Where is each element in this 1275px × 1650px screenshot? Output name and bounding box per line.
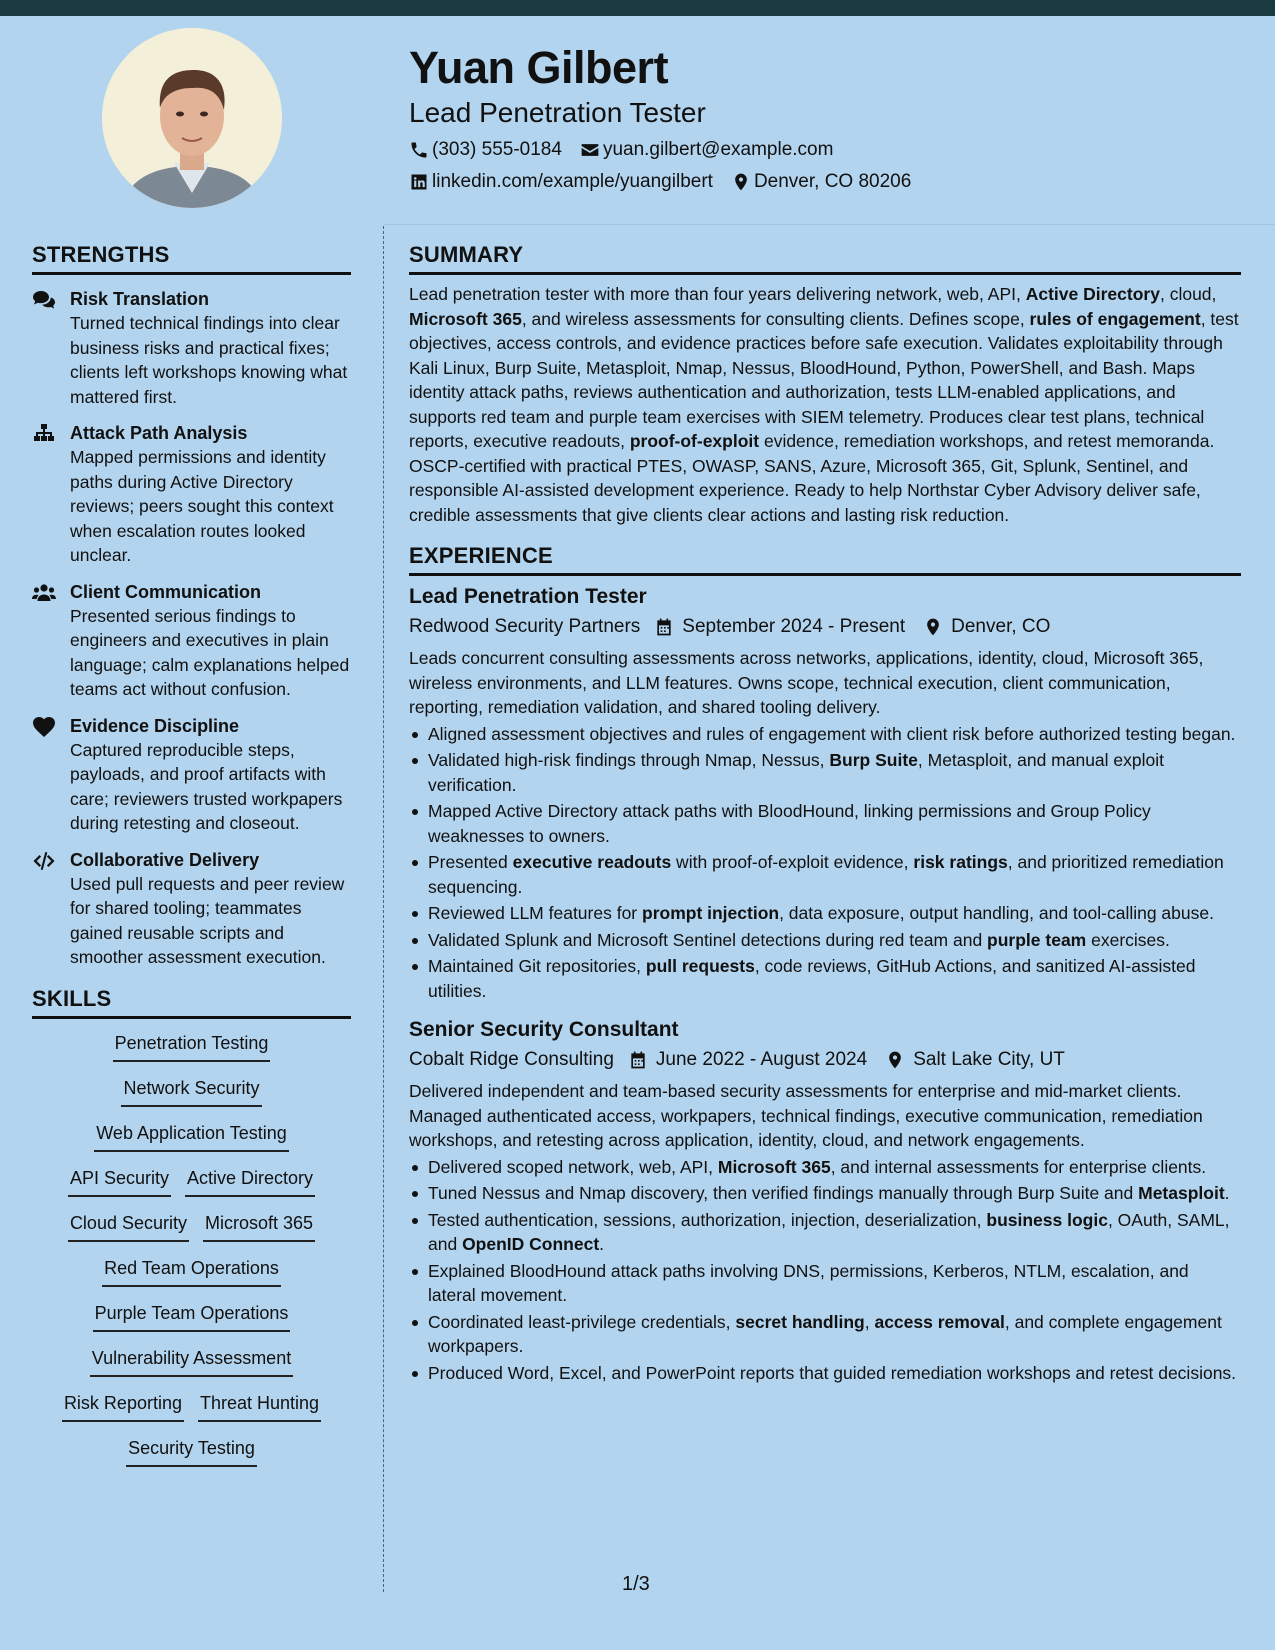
linkedin-contact[interactable] — [409, 170, 713, 194]
contact-row-2 — [409, 170, 1239, 194]
top-bar — [0, 0, 1275, 16]
bold-text: Microsoft 365 — [409, 308, 522, 329]
skill-row — [32, 1076, 351, 1107]
calendar-icon — [654, 617, 674, 637]
bullet-item: Tested authentication, sessions, authorization, injection, deserialization, business logic, OAuth, SAML, and OpenID Connect. — [409, 1208, 1241, 1257]
location-text: Denver, CO 80206 — [753, 171, 912, 192]
linkedin-text: linkedin.com/example/yuangilbert — [432, 171, 713, 192]
job-bullets — [409, 1155, 1241, 1386]
skill-tag: Web Application Testing — [94, 1121, 288, 1152]
skill-tag: Security Testing — [126, 1436, 257, 1467]
users-icon — [32, 580, 70, 702]
email-text: yuan.gilbert@example.com — [602, 139, 834, 160]
skill-row — [32, 1346, 351, 1377]
strengths-list — [32, 287, 351, 970]
bullet-item: Validated high-risk findings through Nmap, Nessus, Burp Suite, Metasploit, and manual exploit verification. — [409, 748, 1241, 797]
bold-text: pull requests — [645, 956, 755, 976]
heart-icon — [32, 714, 70, 836]
bullet-item: Mapped Active Directory attack paths with BloodHound, linking permissions and Group Policy weaknesses to owners. — [409, 799, 1241, 848]
experience-list — [409, 582, 1241, 1385]
right-column — [409, 240, 1241, 1387]
skill-tag: Risk Reporting — [62, 1391, 184, 1422]
profile-photo — [102, 28, 282, 208]
job-meta — [409, 1045, 1241, 1075]
job-title: Lead Penetration Tester — [409, 585, 647, 608]
map-pin-icon — [885, 1050, 905, 1070]
bold-text: prompt injection — [642, 903, 780, 923]
bullet-item: Reviewed LLM features for prompt injection, data exposure, output handling, and tool-calling abuse. — [409, 901, 1241, 926]
email-contact[interactable] — [580, 138, 834, 162]
strength-body — [70, 287, 351, 409]
bullet-item: Maintained Git repositories, pull requests, code reviews, GitHub Actions, and sanitized AI-assisted utilities. — [409, 954, 1241, 1003]
strength-item — [32, 421, 351, 568]
company-name: Cobalt Ridge Consulting — [409, 1049, 614, 1070]
linkedin-icon — [409, 172, 429, 192]
header-divider — [384, 224, 1275, 225]
strength-item — [32, 580, 351, 702]
summary-heading: SUMMARY — [409, 240, 1241, 275]
job-meta — [409, 612, 1241, 642]
bold-text: rules of engagement — [1029, 308, 1201, 329]
strength-description: Turned technical findings into clear business risks and practical fixes; clients left workshops knowing what mattered first. — [70, 313, 348, 407]
bold-text: risk ratings — [913, 852, 1008, 872]
resume-header — [409, 40, 1239, 194]
skill-tag: API Security — [68, 1166, 171, 1197]
job-location: Salt Lake City, UT — [913, 1049, 1065, 1070]
strength-item — [32, 714, 351, 836]
bold-text: business logic — [986, 1209, 1108, 1230]
calendar-icon — [628, 1050, 648, 1070]
strength-body — [70, 421, 351, 568]
strength-title: Client Communication — [70, 581, 262, 602]
summary-text: Lead penetration tester with more than four years delivering network, web, API, Active Directory, cloud, Microsoft 365, and wireless assessments for consulting clients. Defines scope, rules of engagement, test objectives, access controls, and evidence practices before safe execution. Validates exploitability through Kali Linux, Burp Suite, Metasploit, Nmap, Nessus, BloodHound, Python, PowerShell, and Bash. Maps identity attack paths, reviews authentication and authorization, tests LLM-enabled applications, and supports red team and purple team exercises with SIEM telemetry. Produces clear test plans, technical reports, executive readouts, proof-of-exploit evidence, remediation workshops, and retest memoranda. OSCP-certified with practical PTES, OWASP, SANS, Azure, Microsoft 365, Git, Splunk, Sentinel, and responsible AI-assisted development experience. Ready to help Northstar Cyber Advisory deliver safe, credible assessments that give clients clear actions and lasting risk reduction. — [409, 284, 1239, 525]
bold-text: OpenID Connect — [462, 1234, 600, 1254]
skills-list — [32, 1031, 351, 1467]
strength-item — [32, 287, 351, 409]
location-contact — [731, 170, 911, 194]
strength-body — [70, 714, 351, 836]
job-title: Senior Security Consultant — [409, 1018, 679, 1041]
phone-icon — [409, 140, 429, 160]
skill-tag: Purple Team Operations — [93, 1301, 291, 1332]
candidate-title: Lead Penetration Tester — [409, 97, 706, 128]
skill-row — [32, 1301, 351, 1332]
bullet-item: Explained BloodHound attack paths involving DNS, permissions, Kerberos, NTLM, escalation, and lateral movement. — [409, 1259, 1241, 1308]
skill-row — [32, 1256, 351, 1287]
skill-row — [32, 1211, 351, 1242]
map-pin-icon — [923, 617, 943, 637]
bullet-item: Presented executive readouts with proof-of-exploit evidence, risk ratings, and prioritized remediation sequencing. — [409, 850, 1241, 899]
skill-tag: Active Directory — [185, 1166, 315, 1197]
bold-text: access removal — [874, 1311, 1005, 1332]
strength-item — [32, 848, 351, 970]
bullet-item: Delivered scoped network, web, API, Microsoft 365, and internal assessments for enterprise clients. — [409, 1155, 1241, 1180]
bullet-item: Produced Word, Excel, and PowerPoint reports that guided remediation workshops and retest decisions. — [409, 1361, 1241, 1386]
bullet-item: Aligned assessment objectives and rules of engagement with client risk before authorized testing began. — [409, 722, 1241, 747]
skill-row — [32, 1121, 351, 1152]
strength-body — [70, 848, 351, 970]
skill-tag: Red Team Operations — [102, 1256, 281, 1287]
skill-tag: Penetration Testing — [113, 1031, 271, 1062]
bold-text: executive readouts — [512, 852, 672, 872]
strength-description: Captured reproducible steps, payloads, and proof artifacts with care; reviewers trusted workpapers during retesting and closeout. — [70, 739, 343, 833]
code-icon — [32, 848, 70, 970]
page-number: 1/3 — [622, 1573, 650, 1595]
skill-tag: Network Security — [121, 1076, 261, 1107]
sitemap-icon — [32, 421, 70, 568]
strength-title: Evidence Discipline — [70, 715, 240, 736]
job-entry — [409, 582, 1241, 1003]
bold-text: purple team — [987, 929, 1087, 950]
skill-tag: Vulnerability Assessment — [90, 1346, 293, 1377]
job-location: Denver, CO — [951, 616, 1051, 637]
skills-heading: SKILLS — [32, 984, 351, 1019]
left-column — [32, 240, 351, 1481]
strength-description: Presented serious findings to engineers and executives in plain language; calm explanations helped teams act without confusion. — [70, 605, 350, 699]
strength-title: Collaborative Delivery — [70, 849, 260, 870]
strengths-heading: STRENGTHS — [32, 240, 351, 275]
skill-row — [32, 1436, 351, 1467]
bold-text: proof-of-exploit — [629, 431, 760, 451]
strength-description: Mapped permissions and identity paths during Active Directory reviews; peers sought this context when escalation routes looked unclear. — [70, 447, 334, 565]
skill-row — [32, 1031, 351, 1062]
job-dates: June 2022 - August 2024 — [655, 1049, 868, 1070]
bold-text: secret handling — [735, 1311, 865, 1332]
company-name: Redwood Security Partners — [409, 616, 641, 637]
strength-title: Risk Translation — [70, 289, 210, 309]
map-pin-icon — [731, 172, 751, 192]
comments-icon — [32, 287, 70, 409]
bullet-item: Coordinated least-privilege credentials, secret handling, access removal, and complete engagement workpapers. — [409, 1310, 1241, 1359]
envelope-icon — [580, 140, 600, 160]
skill-tag: Cloud Security — [68, 1211, 189, 1242]
skill-tag: Microsoft 365 — [203, 1211, 315, 1242]
bold-text: Metasploit — [1138, 1183, 1225, 1203]
contact-row-1 — [409, 138, 1239, 162]
bold-text: Microsoft 365 — [717, 1156, 831, 1177]
strength-title: Attack Path Analysis — [70, 423, 248, 443]
experience-heading: EXPERIENCE — [409, 541, 1241, 576]
column-divider — [383, 226, 384, 1592]
bullet-item: Validated Splunk and Microsoft Sentinel detections during red team and purple team exercises. — [409, 928, 1241, 953]
skill-row — [32, 1391, 351, 1422]
job-dates: September 2024 - Present — [682, 616, 906, 637]
strength-body — [70, 580, 351, 702]
skill-row — [32, 1166, 351, 1197]
phone-contact[interactable] — [409, 138, 562, 162]
job-entry — [409, 1015, 1241, 1385]
job-bullets — [409, 722, 1241, 1004]
skill-tag: Threat Hunting — [198, 1391, 321, 1422]
job-description: Leads concurrent consulting assessments across networks, applications, identity, cloud, Microsoft 365, wireless environments, and LLM features. Owns scope, technical execution, client communication, reporting, remediation validation, and shared tooling delivery. — [409, 648, 1204, 717]
bullet-item: Tuned Nessus and Nmap discovery, then verified findings manually through Burp Suite and Metasploit. — [409, 1181, 1241, 1206]
bold-text: Active Directory — [1025, 284, 1160, 304]
candidate-name: Yuan Gilbert — [409, 42, 669, 93]
phone-text: (303) 555-0184 — [432, 139, 562, 160]
strength-description: Used pull requests and peer review for shared tooling; teammates gained reusable scripts and smoother assessment execution. — [70, 873, 345, 967]
job-description: Delivered independent and team-based security assessments for enterprise and mid-market clients. Managed authenticated access, workpapers, technical findings, executive communication, remediation workshops, and retesting across application, identity, cloud, and network engagements. — [409, 1081, 1203, 1150]
bold-text: Burp Suite — [829, 750, 918, 770]
